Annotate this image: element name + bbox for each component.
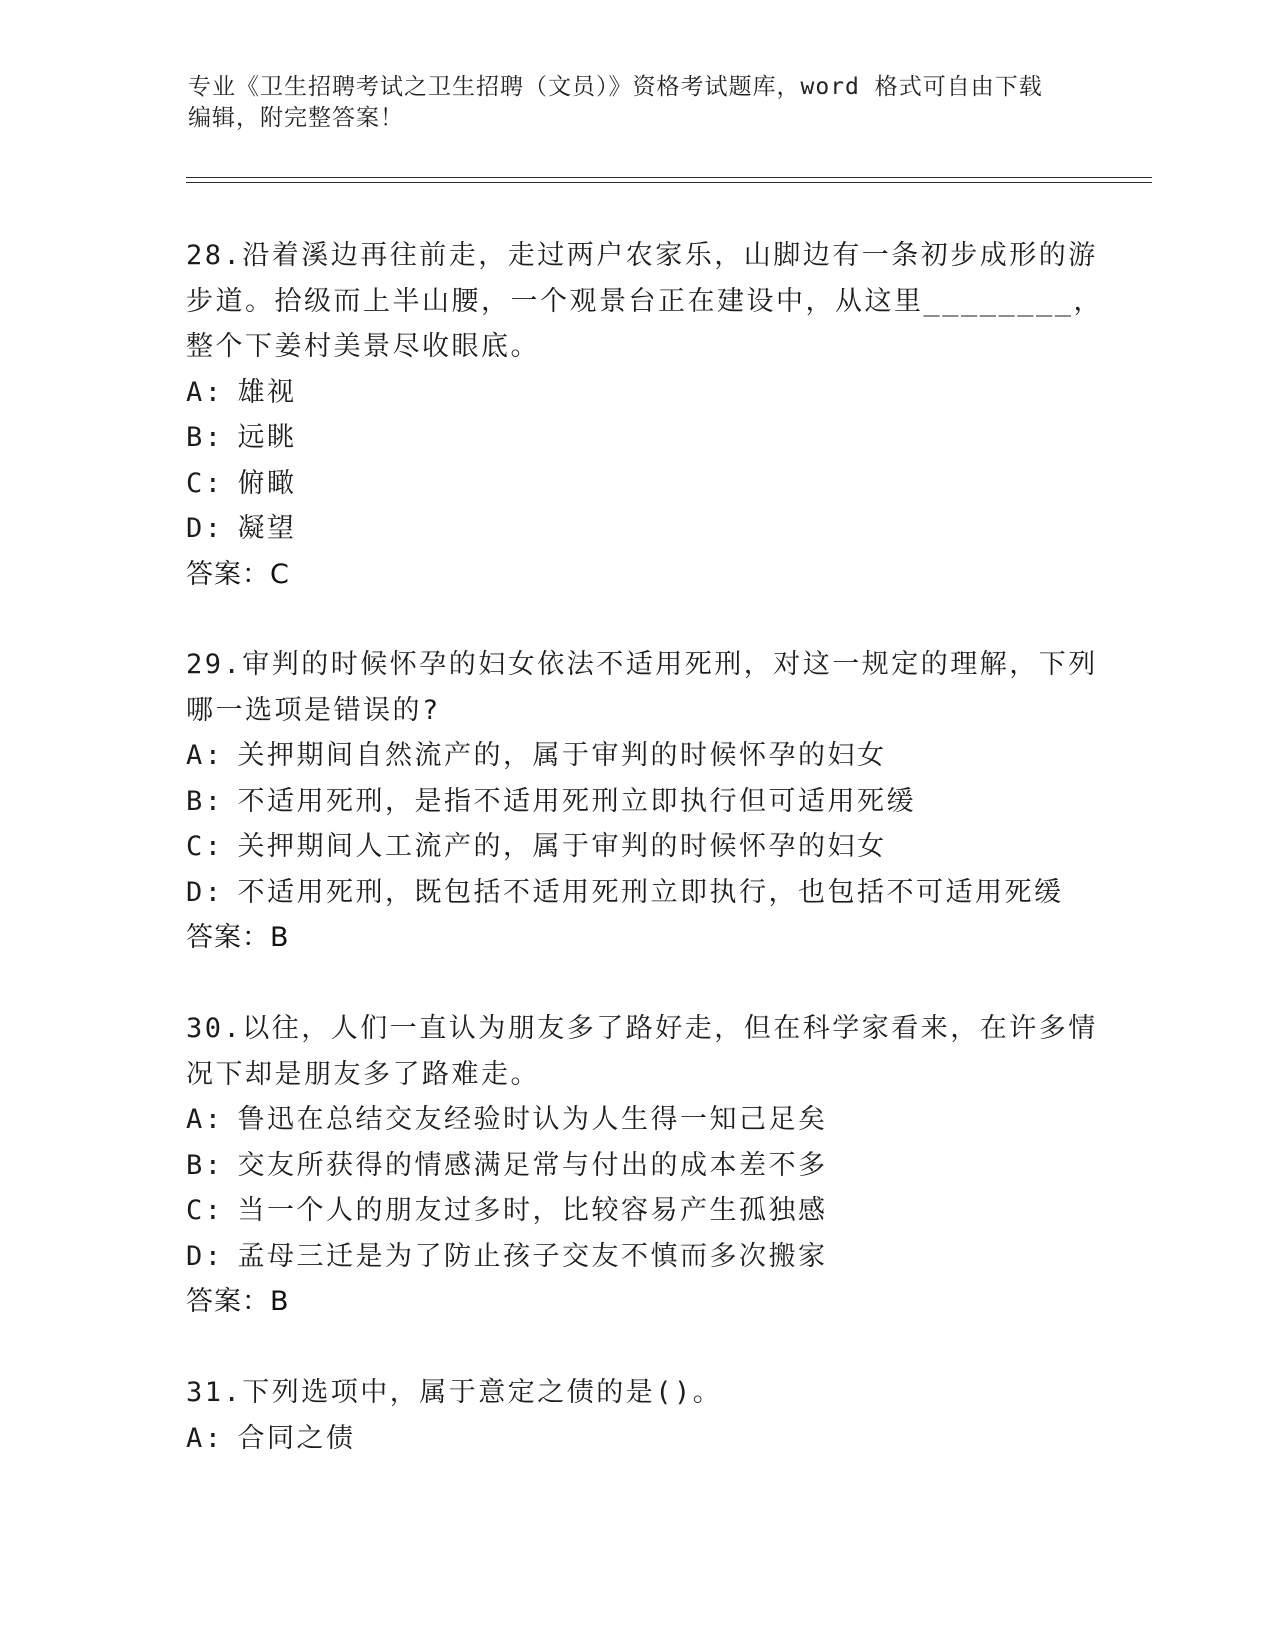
header-divider-top (186, 177, 1152, 178)
option-d (186, 870, 1086, 916)
option-a (186, 1416, 1086, 1462)
document-header (188, 72, 1088, 134)
question-28 (186, 233, 1104, 597)
option-letter: B: (186, 785, 224, 817)
option-text: 俯瞰 (237, 467, 297, 499)
option-letter: A: (186, 1104, 224, 1135)
answer-line: 答案：C (186, 558, 290, 590)
answer-line: 答案：B (186, 922, 290, 953)
header-line-2: 编辑，附完整答案！ (188, 105, 404, 131)
option-c (186, 1188, 1086, 1234)
option-c (186, 824, 1086, 870)
option-a (186, 733, 1086, 779)
question-stem-line: 况下却是朋友多了路难走。 (186, 1058, 540, 1090)
question-30 (186, 1006, 1098, 1325)
question-stem-line: 30.以往，人们一直认为朋友多了路好走，但在科学家看来，在许多情 (186, 1013, 1098, 1044)
question-stem-line: 哪一选项是错误的? (186, 694, 441, 726)
option-letter: D: (186, 1240, 224, 1272)
answer-line: 答案：B (186, 1286, 290, 1317)
option-letter: B: (186, 1149, 224, 1181)
option-text: 凝望 (237, 513, 297, 544)
option-b (186, 415, 1086, 461)
option-letter: C: (186, 1195, 224, 1226)
option-text: 不适用死刑，是指不适用死刑立即执行但可适用死缓 (237, 785, 917, 817)
option-text: 关押期间自然流产的，属于审判的时候怀孕的妇女 (237, 740, 887, 771)
option-text: 远眺 (237, 422, 297, 453)
question-29 (186, 642, 1098, 961)
option-letter: D: (186, 876, 224, 908)
option-a (186, 370, 1086, 416)
option-letter: A: (186, 740, 224, 771)
question-stem-line: 28.沿着溪边再往前走，走过两户农家乐，山脚边有一条初步成形的游 (186, 240, 1098, 271)
option-text: 关押期间人工流产的，属于审判的时候怀孕的妇女 (237, 831, 887, 862)
option-a (186, 1097, 1086, 1143)
option-letter: A: (186, 1422, 224, 1454)
question-stem-line: 29.审判的时候怀孕的妇女依法不适用死刑，对这一规定的理解，下列 (186, 649, 1098, 680)
header-line-1: 专业《卫生招聘考试之卫生招聘（文员）》资格考试题库，word 格式可自由下载 (188, 74, 1043, 100)
question-stem-line: 31.下列选项中，属于意定之债的是()。 (186, 1377, 723, 1408)
option-letter: D: (186, 513, 224, 544)
option-text: 交友所获得的情感满足常与付出的成本差不多 (237, 1149, 828, 1181)
question-stem-line: 步道。拾级而上半山腰，一个观景台正在建设中，从这里________， (186, 285, 1104, 317)
option-text: 孟母三迁是为了防止孩子交友不慎而多次搬家 (237, 1240, 828, 1272)
option-text: 鲁迅在总结交友经验时认为人生得一知己足矣 (237, 1104, 828, 1135)
header-divider-bottom (186, 182, 1152, 183)
option-c (186, 461, 1086, 507)
option-d (186, 1234, 1086, 1280)
option-b (186, 779, 1086, 825)
option-b (186, 1143, 1086, 1189)
question-31 (186, 1370, 1086, 1461)
option-text: 不适用死刑，既包括不适用死刑立即执行，也包括不可适用死缓 (237, 876, 1064, 908)
option-text: 当一个人的朋友过多时，比较容易产生孤独感 (237, 1195, 828, 1226)
option-text: 合同之债 (237, 1422, 356, 1454)
option-letter: C: (186, 467, 224, 499)
option-letter: B: (186, 422, 224, 453)
option-d (186, 506, 1086, 552)
option-letter: C: (186, 831, 224, 862)
option-text: 雄视 (237, 376, 297, 408)
question-stem-line: 整个下姜村美景尽收眼底。 (186, 331, 540, 362)
option-letter: A: (186, 376, 224, 408)
